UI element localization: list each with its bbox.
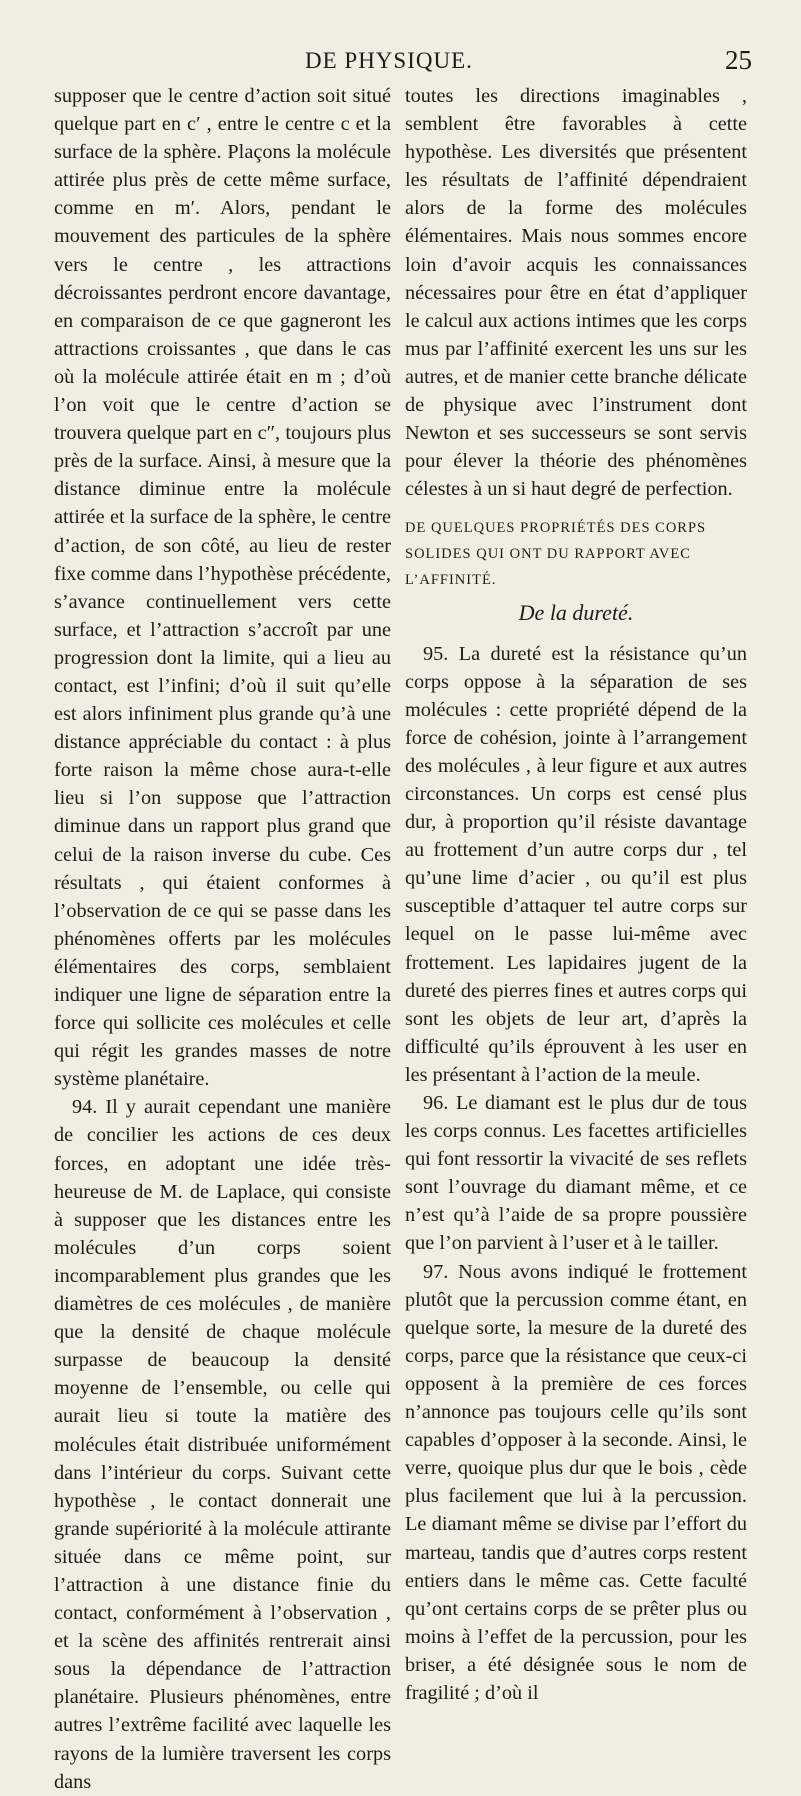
- paragraph: 95. La dureté est la résistance qu’un corps oppose à la séparation de ses molécules : cette propriété dépend de la force de cohésion, jointe à l’arrangement des molécules , à leur figure et aux autres circonstances. Un corps est censé plus dur, à proportion qu’il résiste davantage au frottement d’un autre corps dur , tel qu’une lime d’acier , ou qu’il est plus susceptible d’attaquer tel autre corps sur lequel on le passe lui-même avec frottement. Les lapidaires jugent de la dureté des pierres fines et autres corps qui sont les objets de leur art, d’après la difficulté qu’ils éprouvent à les user en les présentant à l’action de la meule.: [405, 642, 747, 1086]
- paragraph: 96. Le diamant est le plus dur de tous les corps connus. Les facettes artificielles qui font ressortir la vivacité de ses reflets sont l’ouvrage du diamant même, et ce n’est qu’à l’aide de sa propre poussière que l’on parvient à l’user et à le tailler.: [405, 1092, 747, 1255]
- subheading: De la dureté.: [518, 600, 634, 626]
- paragraph: supposer que le centre d’action soit situé quelque part en c′ , entre le centre c et la surface de la sphère. Plaçons la molécule attirée plus près de cette même surface, comme en m′. Alors, pendant le mouvement des particules de la sphère vers le centre , les attractions décroissantes perdront encore davantage, en comparaison de ce que gagneront les attractions croissantes , que dans le cas où la molécule attirée était en m ; d’où l’on voit que le centre d’action se trouvera quelque part en c″, toujours plus près de la surface. Ainsi, à mesure que la distance diminue entre la molécule attirée et la surface de la sphère, le centre d’action, de son côté, au lieu de rester fixe comme dans l’hypothèse précédente, s’avance continuellement vers cette surface, et l’attraction s’accroît par une progression dont la limite, qui a lieu au contact, est l’infini; d’où il suit qu’elle est alors infiniment plus grande qu’à une distance appréciable du contact : à plus forte raison la même chose aura-t-elle lieu si l’on suppose que l’attraction diminue dans un rapport plus grand que celui de la raison inverse du cube. Ces résultats , qui étaient conformes à l’observation de ce qui se passe dans les phénomènes offerts par les molécules élémentaires des corps, semblaient indiquer une ligne de séparation entre la force qui sollicite ces molécules et celle qui régit les grandes masses de notre système planétaire.: [54, 85, 391, 1091]
- section-heading: DE QUELQUES PROPRIÉTÉS DES CORPS SOLIDES QUI ONT DU RAPPORT AVEC L’AFFINITÉ.: [405, 520, 707, 589]
- running-title: DE PHYSIQUE.: [305, 48, 473, 73]
- left-column: [54, 82, 391, 1796]
- right-column: [405, 82, 747, 1707]
- page-number: 25: [725, 45, 752, 75]
- running-head: [0, 45, 801, 78]
- paragraph: 97. Nous avons indiqué le frottement plutôt que la percussion comme étant, en quelque sorte, la mesure de la dureté des corps, parce que la résistance que ceux-ci opposent à la première de ces forces n’annonce pas toujours celle qu’ils sont capables d’opposer à la seconde. Ainsi, le verre, quoique plus dur que le bois , cède plus facilement que lui à la percussion. Le diamant même se divise par l’effort du marteau, tandis que d’autres corps restent entiers dans le même cas. Cette faculté qu’ont certains corps de se prêter plus ou moins à l’effet de la percussion, pour les briser, a été désignée sous le nom de fragilité ; d’où il: [405, 1260, 747, 1704]
- paragraph: toutes les directions imaginables , semblent être favorables à cette hypothèse. Les diversités que présentent les résultats de l’affinité dépendraient alors de la forme des molécules élémentaires. Mais nous sommes encore loin d’avoir acquis les connaissances nécessaires pour être en état d’appliquer le calcul aux actions intimes que les corps mus par l’affinité exercent les uns sur les autres, et de manier cette branche délicate de physique avec l’instrument dont Newton et ses successeurs se sont servis pour élever la théorie des phénomènes célestes à un si haut degré de perfection.: [405, 85, 747, 501]
- paragraph: 94. Il y aurait cependant une manière de concilier les actions de ces deux forces, en adoptant une idée très-heureuse de M. de Laplace, qui consiste à supposer que les distances entre les molécules d’un corps soient incomparablement plus grandes que les diamètres de ces molécules , de manière que la densité de chaque molécule surpasse de beaucoup la densité moyenne de l’ensemble, ou celle qui aurait lieu si toute la matière des molécules était distribuée uniformément dans l’intérieur du corps. Suivant cette hypothèse , le contact donnerait une grande supériorité à la molécule attirante située dans ce même point, sur l’attraction à une distance finie du contact, conformément à l’observation , et la scène des affinités rentrerait ainsi sous la dépendance de l’attraction planétaire. Plusieurs phénomènes, entre autres l’extrême facilité avec laquelle les rayons de la lumière traversent les corps dans: [54, 1096, 391, 1793]
